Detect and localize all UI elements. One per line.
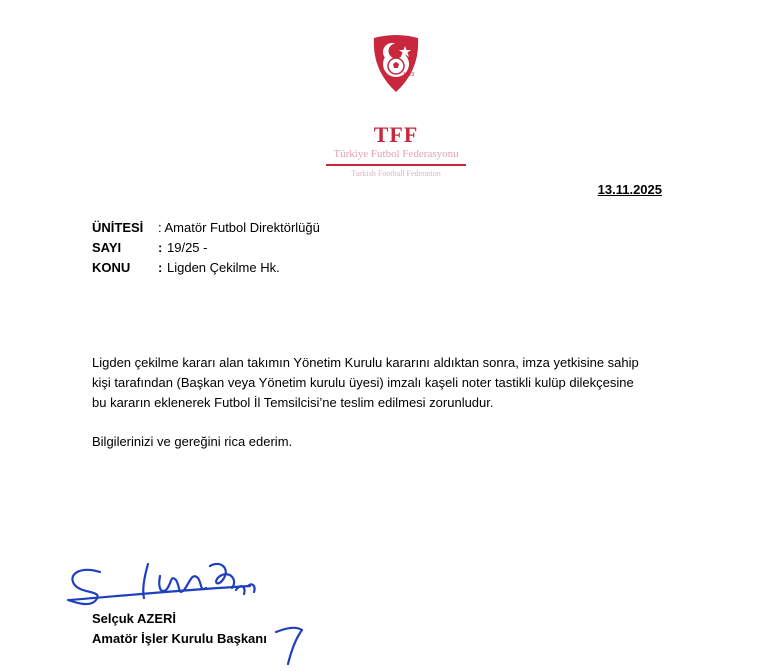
tff-crest-logo xyxy=(370,34,422,94)
subject-separator: : xyxy=(158,260,163,275)
brand-divider xyxy=(326,164,466,166)
subject-label: KONU xyxy=(92,260,131,275)
body-line: kişi tarafından (Başkan veya Yönetim kurulu üyesi) imzalı kaşeli noter tastikli kulüp dilekçesine xyxy=(92,375,634,390)
brand-full-name: Türkiye Futbol Federasyonu xyxy=(333,148,459,160)
subject-value: Ligden Çekilme Hk. xyxy=(167,260,280,275)
body-line: bu kararın eklenerek Futbol İl Temsilcisi’ne teslim edilmesi zorunludur. xyxy=(92,395,494,410)
signer-block xyxy=(92,609,267,649)
body-line: Ligden çekilme kararı alan takımın Yönetim Kurulu kararını aldıktan sonra, imza yetkisine sahip xyxy=(92,355,639,370)
brand-english-name: Turkish Football Federation xyxy=(351,169,441,178)
letterhead xyxy=(300,28,492,178)
document-date: 13.11.2025 xyxy=(597,182,662,197)
svg-text:1923: 1923 xyxy=(403,72,415,78)
unit-value: : Amatör Futbol Direktörlüğü xyxy=(158,220,320,235)
number-value: 19/25 - xyxy=(167,240,208,255)
signer-name: Selçuk AZERİ xyxy=(92,611,177,626)
number-separator: : xyxy=(158,240,163,255)
unit-label: ÜNİTESİ xyxy=(92,220,144,235)
signer-title: Amatör İşler Kurulu Başkanı xyxy=(92,631,267,646)
number-label: SAYI xyxy=(92,240,122,255)
brand-short-name: TFF xyxy=(373,122,419,147)
closing-line: Bilgilerinizi ve gereğini rica ederim. xyxy=(92,434,293,449)
letter-body xyxy=(92,353,712,413)
